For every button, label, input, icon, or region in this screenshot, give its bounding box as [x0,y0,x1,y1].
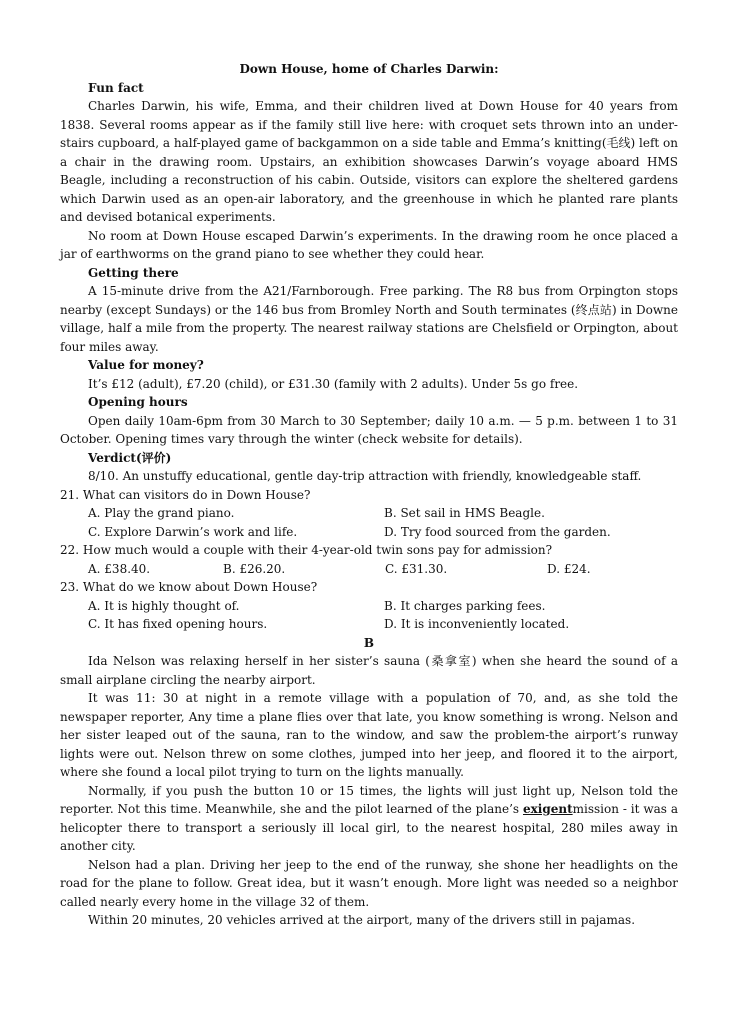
paragraph-3-start: Normally, if you push the button 10 or 15 times, the lights will just light up, Nelson told the reporter. Not this time. Meanwhile, she and the pilot learned of the plane’s [60,783,678,816]
option-21-d: D. Try food sourced from the garden. [384,524,611,539]
option-23-b: B. It charges parking fees. [384,598,546,613]
passage-b-paragraph-4: Nelson had a plan. Driving her jeep to the end of the runway, she shone her headlights on the road for the plane to follow. Great idea, but it wasn’t enough. More light was needed so a neighbor called nearly every home in the village 32 of them. [60,857,678,909]
option-21-b: B. Set sail in HMS Beagle. [384,506,545,520]
verdict-text: 8/10. An unstuffy educational, gentle day-trip attraction with friendly, knowledgeable staff. [88,469,642,483]
heading-getting-there: Getting there [88,265,179,280]
paragraph-3-end: mission - it was a helicopter there to transport a seriously ill local girl, to the nearest hospital, 280 miles away in another city. [60,802,678,853]
question-21-options [60,504,678,541]
passage-title: Down House, home of Charles Darwin: [239,62,499,76]
fun-fact-paragraph-1: Charles Darwin, his wife, Emma, and their children lived at Down House for 40 years from 1838. Several rooms appear as if the family still live here: with croquet sets thrown into an under-stairs cupboard, a half-played game of backgammon on a side table and Emma’s knitting(毛线) left on a chair in the drawing room. Upstairs, an exhibition showcases Darwin’s voyage aboard HMS Beagle, including a reconstruction of his cabin. Outside, visitors can explore the sheltered gardens which Darwin used as an open-air laboratory, and the greenhouse in which he planted rare plants and devised botanical experiments. [60,99,678,224]
question-22: 22. How much would a couple with their 4-year-old twin sons pay for admission? [60,543,553,557]
question-21: 21. What can visitors do in Down House? [60,487,311,502]
option-21-a: A. Play the grand piano. [88,506,235,520]
option-23-d: D. It is inconveniently located. [384,617,570,631]
heading-value: Value for money? [88,358,204,372]
passage-b-paragraph-5: Within 20 minutes, 20 vehicles arrived at the airport, many of the drivers still in pajamas. [88,913,636,927]
heading-verdict: Verdict(评价) [88,450,172,465]
option-22-d: D. £24. [547,561,591,576]
fun-fact-paragraph-2: No room at Down House escaped Darwin’s experiments. In the drawing room he once placed a jar of earthworms on the grand piano to see whether they could hear. [60,228,678,261]
question-23-options [60,597,678,634]
option-23-c: C. It has fixed opening hours. [88,617,268,631]
getting-there-text: A 15-minute drive from the A21/Farnborough. Free parking. The R8 bus from Orpington stops nearby (except Sundays) or the 146 bus from Bromley North and South terminates (终点站) in Downe village, half a mile from the property. The nearest railway stations are Chelsfield or Orpington, about four miles away. [60,284,678,354]
option-22-a: A. £38.40. [88,561,151,576]
option-23-a: A. It is highly thought of. [88,598,240,613]
passage-b-paragraph-2: It was 11: 30 at night in a remote village with a population of 70, and, as she told the newspaper reporter, Any time a plane flies over that late, you know something is wrong. Nelson and her sister leaped out of the sauna, ran to the window, and saw the problem-the airport’s runway lights were out. Nelson threw on some clothes, jumped into her jeep, and floored it to the airport, where she found a local pilot trying to turn on the lights manually. [60,691,678,779]
value-text: It’s £12 (adult), £7.20 (child), or £31.30 (family with 2 adults). Under 5s go free. [88,376,579,391]
heading-opening-hours: Opening hours [88,395,188,409]
passage-b-paragraph-1: Ida Nelson was relaxing herself in her sister’s sauna (桑拿室) when she heard the sound of a small airplane circling the nearby airport. [60,654,678,687]
opening-hours-text: Open daily 10am-6pm from 30 March to 30 September; daily 10 a.m. — 5 p.m. between 1 to 31 October. Opening times vary through the winter (check website for details). [60,413,678,446]
option-22-c: C. £31.30. [385,561,448,576]
underlined-word-exigent: exigent [522,802,573,816]
passage-b-paragraph-3 [60,782,678,856]
option-22-b: B. £26.20. [223,561,286,576]
exam-page [60,60,678,930]
option-21-c: C. Explore Darwin’s work and life. [88,524,298,539]
heading-fun-fact: Fun fact [88,80,144,95]
passage-b-label: B [363,635,375,650]
question-22-options [60,560,678,579]
question-23: 23. What do we know about Down House? [60,580,318,594]
